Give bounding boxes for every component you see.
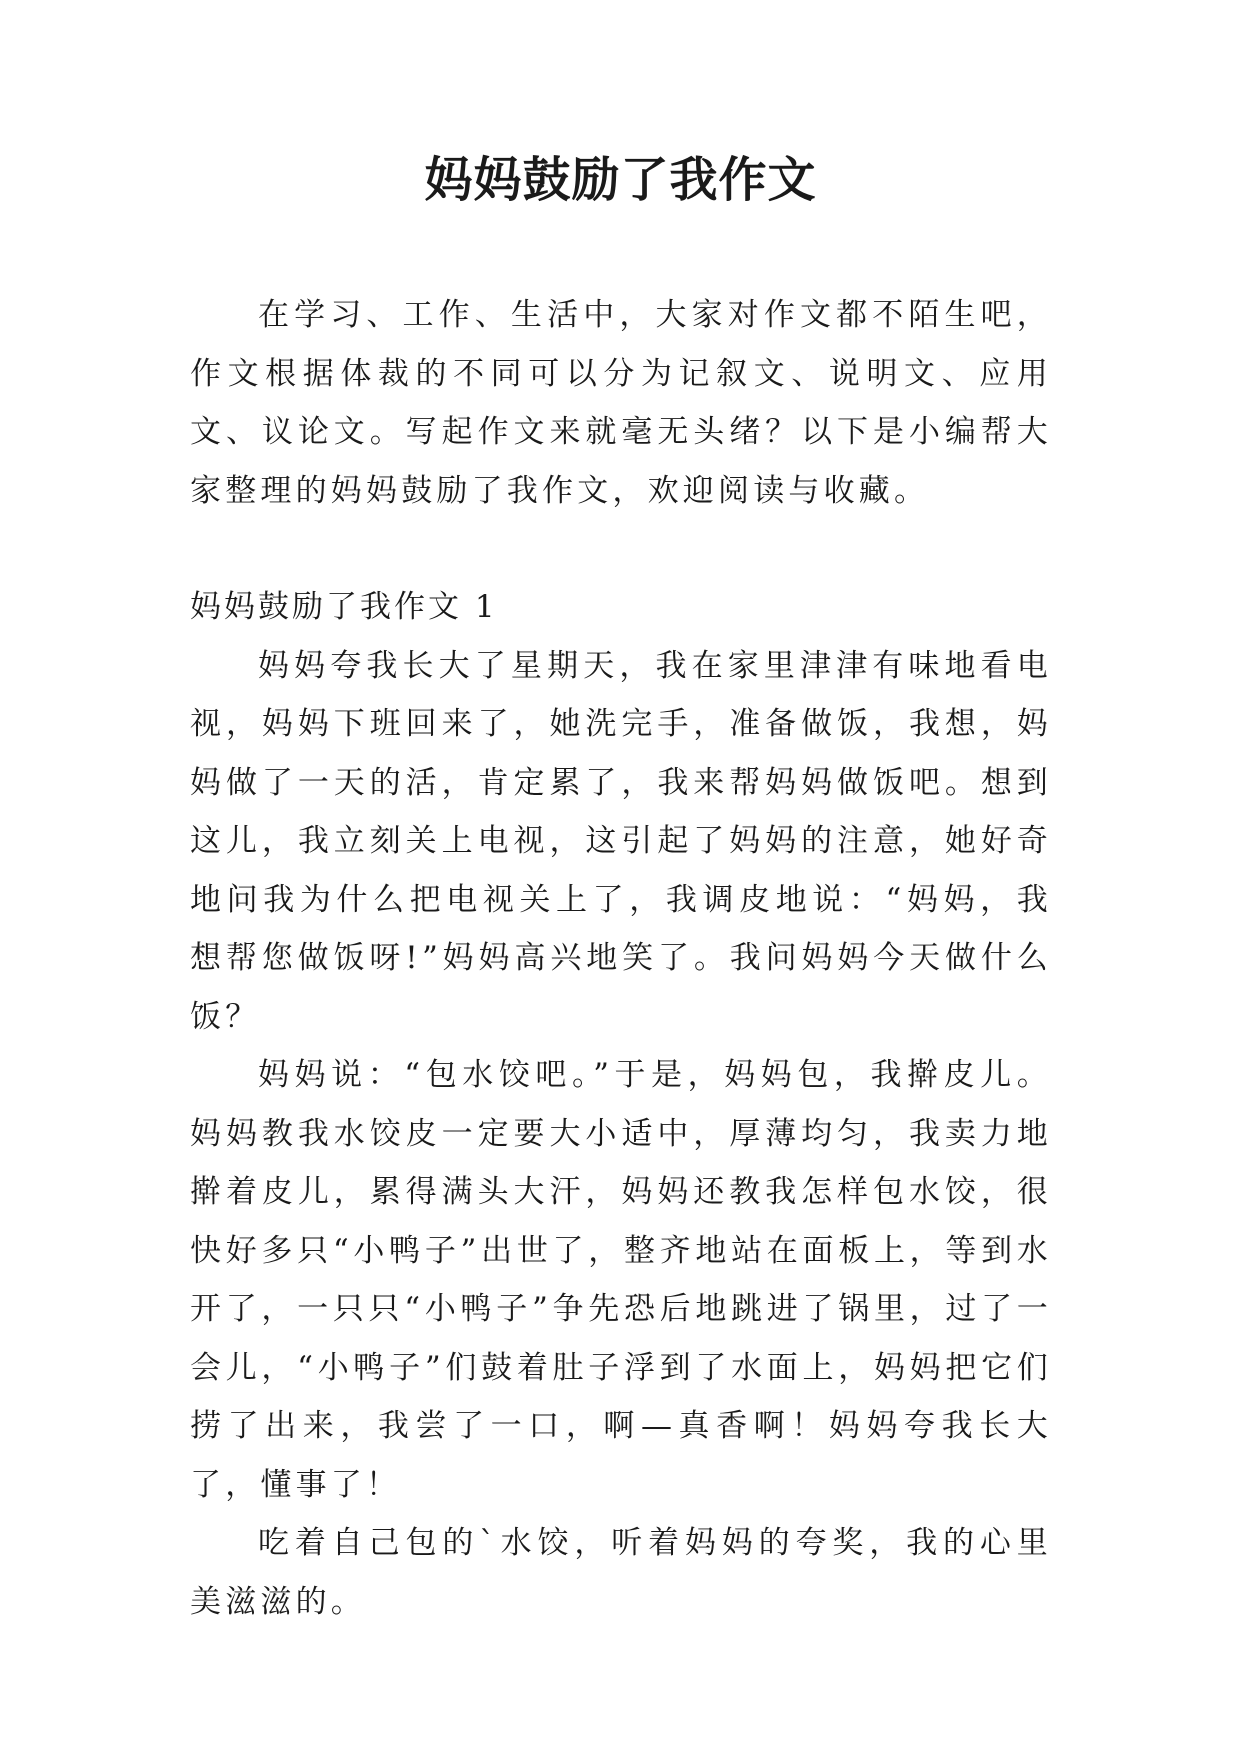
body-paragraph-3: 吃着自己包的`水饺，听着妈妈的夸奖，我的心里美滋滋的。: [190, 1525, 1052, 1620]
intro-paragraph: 在学习、工作、生活中，大家对作文都不陌生吧，作文根据体裁的不同可以分为记叙文、说明文、应用文、议论文。写起作文来就毫无头绪？以下是小编帮大家整理的妈妈鼓励了我作文，欢迎阅读与收藏。: [190, 297, 1052, 509]
body-paragraph-1: 妈妈夸我长大了星期天，我在家里津津有味地看电视，妈妈下班回来了，她洗完手，准备做饭，我想，妈妈做了一天的活，肯定累了，我来帮妈妈做饭吧。想到这儿，我立刻关上电视，这引起了妈妈的注意，她好奇地问我为什么把电视关上了，我调皮地说：“妈妈，我想帮您做饭呀!”妈妈高兴地笑了。我问妈妈今天做什么饭？: [190, 647, 1052, 1035]
document-body: [190, 286, 1052, 1631]
section-heading: 妈妈鼓励了我作文 1: [190, 589, 498, 625]
body-paragraph-2: 妈妈说：“包水饺吧。”于是，妈妈包，我擀皮儿。妈妈教我水饺皮一定要大小适中，厚薄均匀，我卖力地擀着皮儿，累得满头大汗，妈妈还教我怎样包水饺，很快好多只“小鸭子”出世了，整齐地站在面板上，等到水开了，一只只“小鸭子”争先恐后地跳进了锅里，过了一会儿，“小鸭子”们鼓着肚子浮到了水面上，妈妈把它们捞了出来，我尝了一口，啊—真香啊！妈妈夸我长大了，懂事了！: [190, 1057, 1052, 1503]
paragraph-gap: [190, 520, 1052, 578]
document-title: 妈妈鼓励了我作文: [424, 152, 817, 208]
